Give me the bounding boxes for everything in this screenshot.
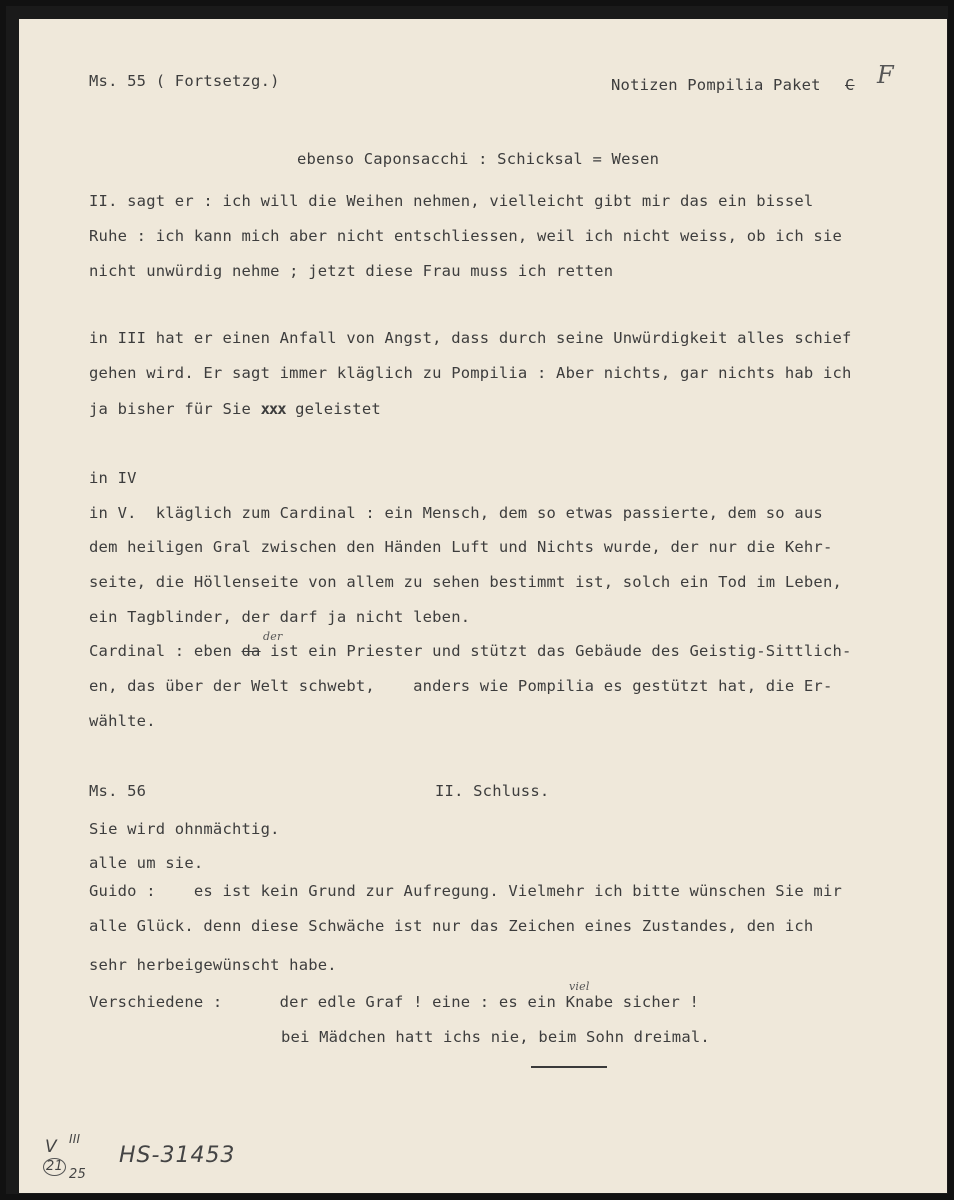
text-line: nicht unwürdig nehme ; jetzt diese Frau muss ich retten <box>89 262 614 280</box>
text-segment: ist ein Priester und stützt das Gebäude des Geistig-Sittlich- <box>260 642 852 660</box>
archive-signature: HS-31453 <box>119 1143 236 1168</box>
text-line: in V. kläglich zum Cardinal : ein Mensch, dem so etwas passierte, dem so aus <box>89 504 823 522</box>
header-hand-letter: F <box>877 61 894 89</box>
text-line: in III hat er einen Anfall von Angst, dass durch seine Unwürdigkeit alles schief <box>89 329 852 347</box>
handwritten-correction: viel <box>569 980 590 993</box>
text-line <box>89 399 381 419</box>
text-line: in IV <box>89 469 137 487</box>
handwritten-correction: der <box>263 630 283 643</box>
text-line <box>89 992 699 1012</box>
closing-rule <box>531 1066 607 1068</box>
text-line: sehr herbeigewünscht habe. <box>89 956 337 974</box>
text-line: ein Tagblinder, der darf ja nicht leben. <box>89 608 471 626</box>
section-label: Ms. 56 <box>89 782 147 800</box>
page-title: ebenso Caponsacchi : Schicksal = Wesen <box>297 150 660 168</box>
text-line: gehen wird. Er sagt immer kläglich zu Pompilia : Aber nichts, gar nichts hab ich <box>89 364 852 382</box>
text-line: II. sagt er : ich will die Weihen nehmen, vielleicht gibt mir das ein bissel <box>89 192 814 210</box>
section-heading: II. Schluss. <box>435 782 550 800</box>
text-line: seite, die Höllenseite von allem zu sehen bestimmt ist, solch ein Tod im Leben, <box>89 573 843 591</box>
text-line: Ruhe : ich kann mich aber nicht entschliessen, weil ich nicht weiss, ob ich sie <box>89 227 843 245</box>
text-line: wählte. <box>89 712 156 730</box>
text-line: Guido : es ist kein Grund zur Aufregung. Vielmehr ich bitte wünschen Sie mir <box>89 882 843 900</box>
text-line: alle Glück. denn diese Schwäche ist nur das Zeichen eines Zustandes, den ich <box>89 917 814 935</box>
document-page <box>19 19 947 1193</box>
text-segment: Verschiedene : der edle Graf ! eine : es <box>89 993 528 1011</box>
page-frame <box>6 6 948 1194</box>
text-segment: ein Knabe sicher ! <box>527 993 700 1011</box>
struck-text: xxx <box>260 400 286 418</box>
archive-mark: V <box>45 1137 57 1157</box>
text-line: alle um sie. <box>89 854 204 872</box>
text-line: bei Mädchen hatt ichs nie, beim Sohn dreimal. <box>281 1028 710 1046</box>
text-line <box>89 641 852 661</box>
header-left: Ms. 55 ( Fortsetzg.) <box>89 72 280 90</box>
text-segment: geleistet <box>285 400 381 418</box>
text-line: dem heiligen Gral zwischen den Händen Luft und Nichts wurde, der nur die Kehr- <box>89 538 833 556</box>
text-segment: ja bisher für Sie <box>89 400 261 418</box>
archive-mark: III <box>69 1132 81 1146</box>
header-right-letter: C <box>845 76 855 94</box>
text-line: en, das über der Welt schwebt, anders wie Pompilia es gestützt hat, die Er- <box>89 677 833 695</box>
archive-mark: 21 <box>43 1158 66 1176</box>
archive-mark: 25 <box>69 1167 86 1182</box>
header-right: Notizen Pompilia Paket <box>611 76 821 94</box>
struck-text: da <box>241 642 261 660</box>
text-segment: Cardinal : eben <box>89 642 242 660</box>
text-line: Sie wird ohnmächtig. <box>89 820 280 838</box>
